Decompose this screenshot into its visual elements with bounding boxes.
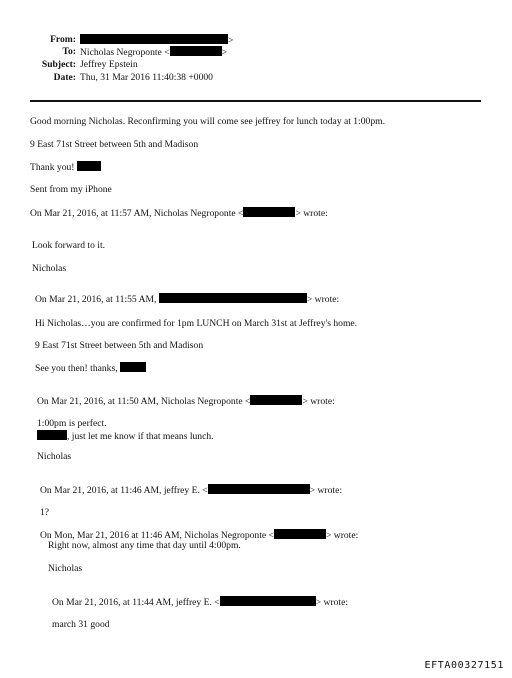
- quoted-signature: Nicholas: [48, 563, 83, 574]
- subject-label: Subject:: [41, 59, 76, 70]
- quoted-address: 9 East 71st Street between 5th and Madison: [35, 340, 204, 351]
- redaction-block: [220, 596, 316, 606]
- from-value: >: [80, 34, 233, 47]
- quoted-signature: Nicholas: [32, 263, 67, 274]
- redaction-block: [80, 34, 228, 44]
- redaction-block: [77, 161, 101, 171]
- document-id: EFTA00327151: [424, 660, 504, 671]
- quote-header: On Mar 21, 2016, at 11:50 AM, Nicholas Negroponte < > wrote:: [37, 396, 335, 407]
- quote-header: On Mar 21, 2016, at 11:55 AM, > wrote:: [35, 294, 340, 305]
- signature-line: Sent from my iPhone: [30, 184, 112, 195]
- quoted-line: march 31 good: [52, 619, 110, 630]
- quoted-line: Look forward to it.: [32, 240, 106, 251]
- redaction-block: [208, 484, 310, 494]
- from-label: From:: [50, 34, 76, 45]
- date-label: Date:: [53, 72, 76, 83]
- quoted-line: See you then! thanks,: [35, 362, 146, 375]
- subject-value: Jeffrey Epstein: [80, 59, 138, 70]
- to-value: Nicholas Negroponte < >: [80, 47, 228, 58]
- redaction-block: [120, 362, 146, 372]
- quote-header: On Mar 21, 2016, at 11:57 AM, Nicholas Negroponte < > wrote:: [30, 208, 328, 219]
- quoted-line: Hi Nicholas…you are confirmed for 1pm LUNCH on March 31st at Jeffrey's home.: [35, 318, 358, 329]
- quoted-line: Right now, almost any time that day until 4:00pm.: [48, 540, 241, 551]
- thank-you-line: Thank you!: [30, 161, 101, 174]
- to-label: To:: [62, 46, 76, 57]
- quote-header: On Mar 21, 2016, at 11:44 AM, jeffrey E. < > wrote:: [52, 597, 349, 608]
- quoted-line: 1:00pm is perfect.: [37, 418, 107, 429]
- address-line: 9 East 71st Street between 5th and Madison: [30, 139, 199, 150]
- quoted-signature: Nicholas: [37, 451, 72, 462]
- redaction-block: [37, 430, 67, 440]
- quoted-line: , just let me know if that means lunch.: [37, 430, 214, 443]
- date-value: Thu, 31 Mar 2016 11:40:38 +0000: [80, 72, 213, 83]
- redaction-block: [159, 293, 307, 303]
- redaction-block: [250, 395, 302, 405]
- quote-header: On Mon, Mar 21, 2016 at 11:46 AM, Nicholas Negroponte < > wrote:: [40, 530, 359, 541]
- redaction-block: [170, 46, 222, 56]
- quote-header: On Mar 21, 2016, at 11:46 AM, jeffrey E. < > wrote:: [40, 485, 343, 496]
- message-line: Good morning Nicholas. Reconfirming you will come see jeffrey for lunch today at 1:00pm.: [30, 116, 385, 127]
- redaction-block: [243, 207, 295, 217]
- redaction-block: [274, 529, 326, 539]
- quoted-line: 1?: [40, 507, 50, 518]
- header-divider: [30, 100, 481, 102]
